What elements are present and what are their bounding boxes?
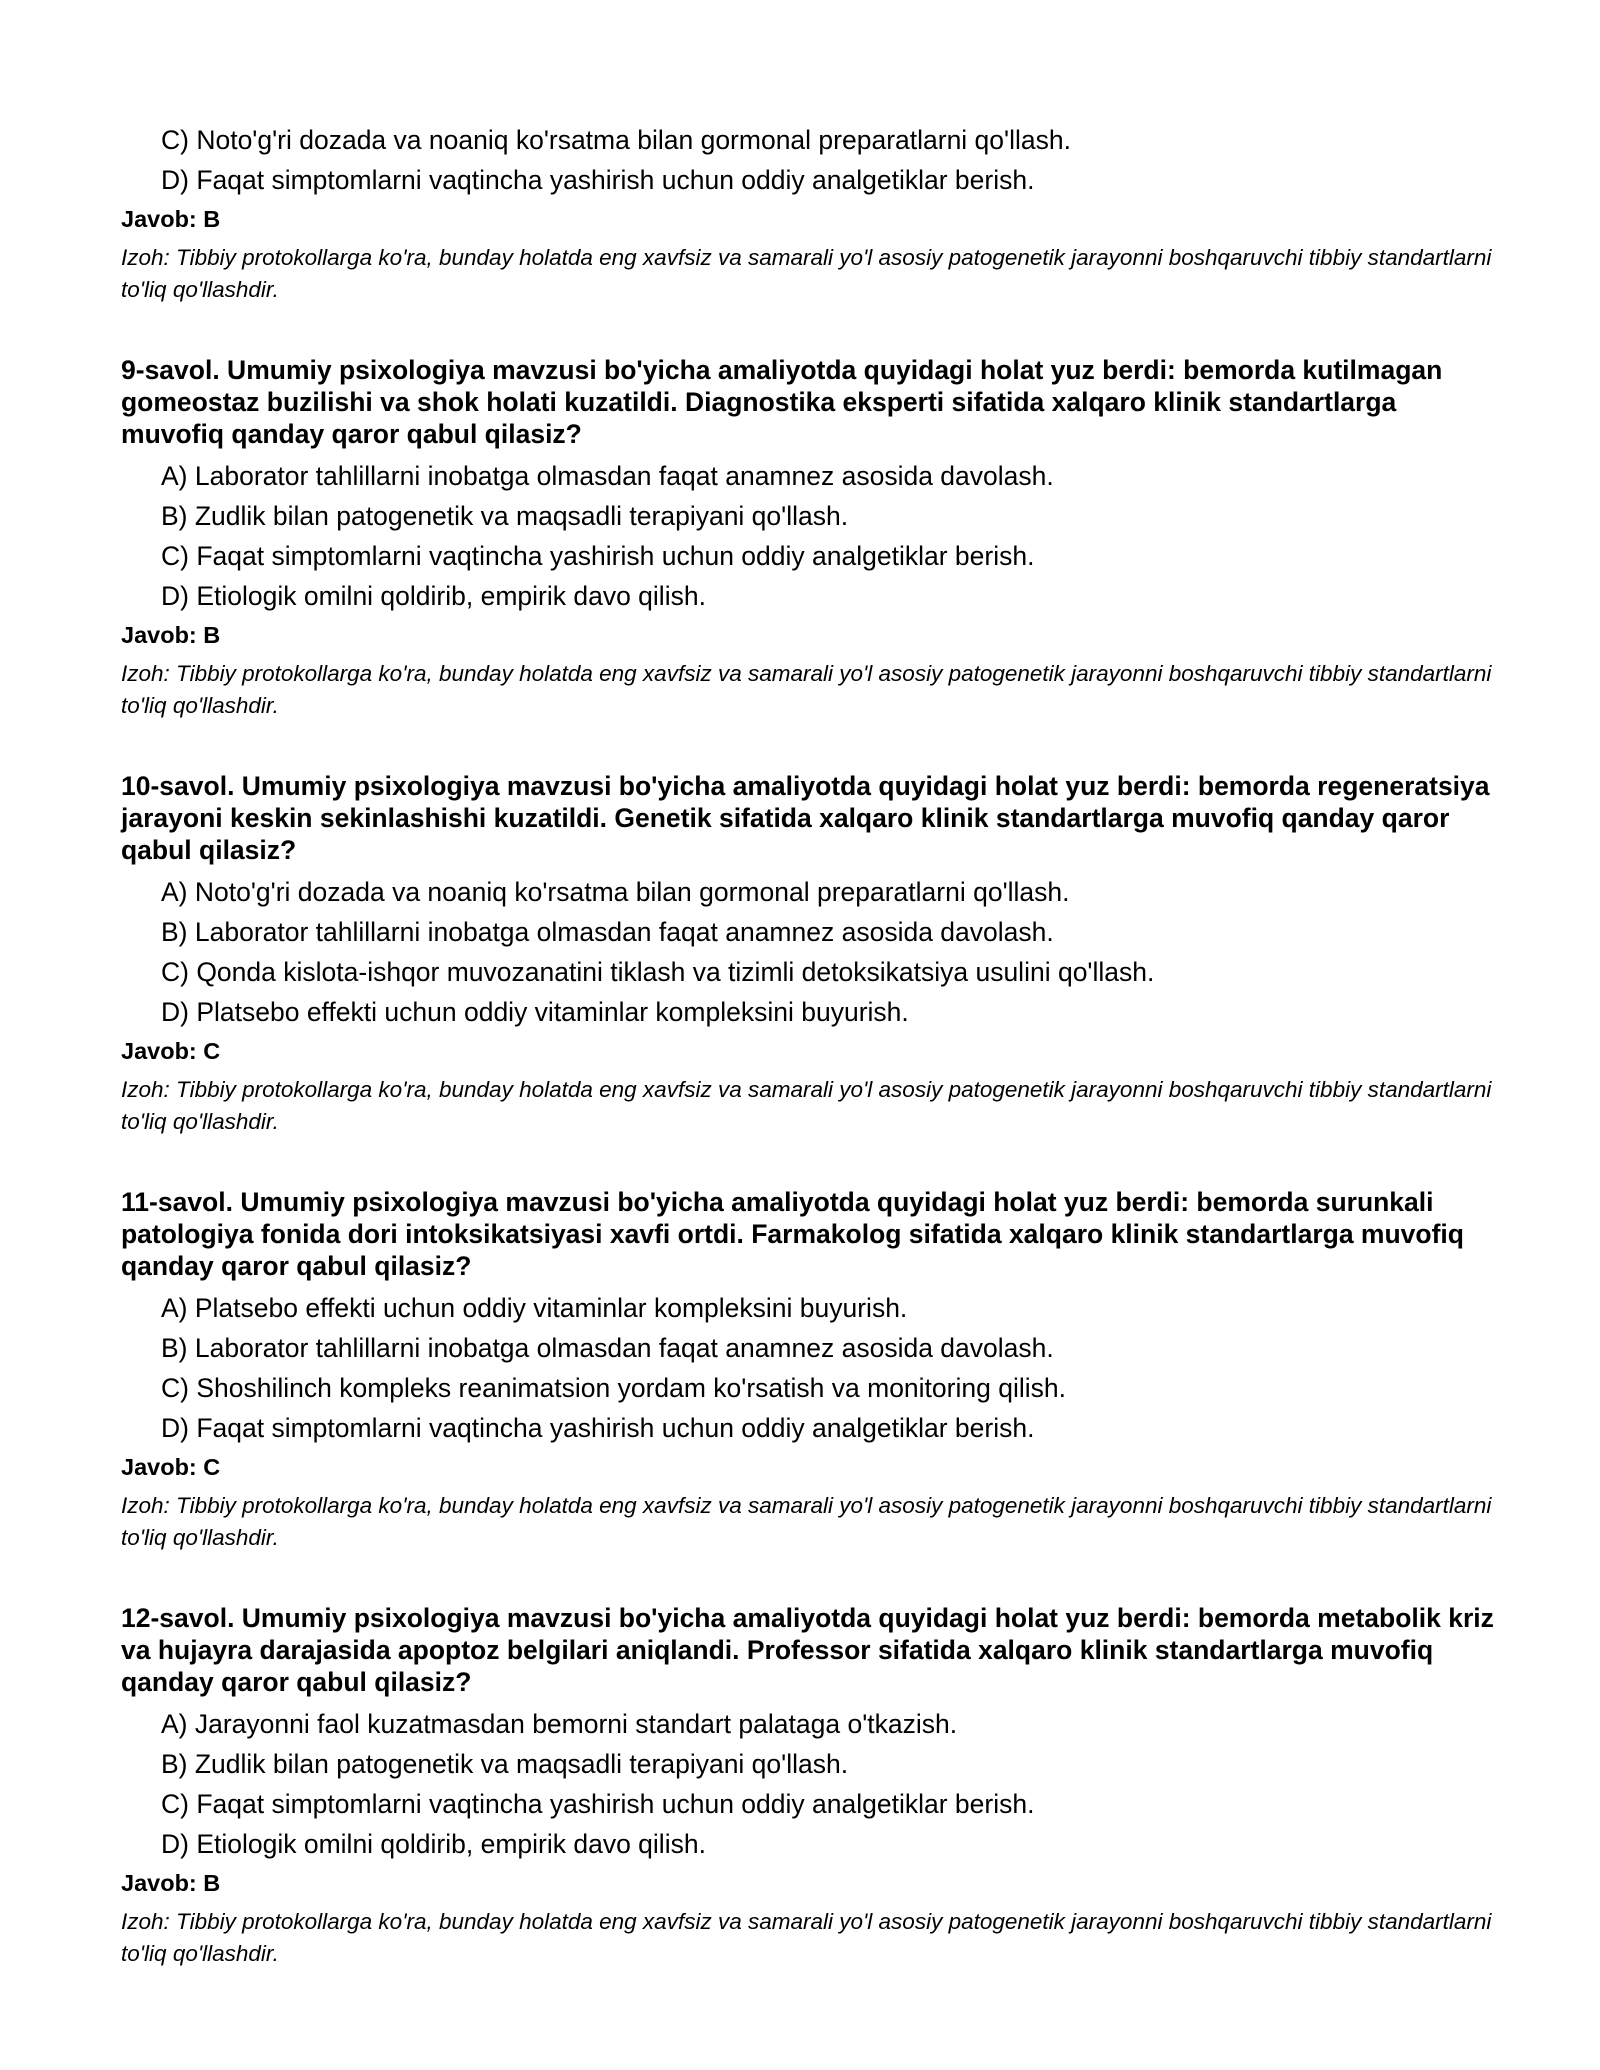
question-text: 12-savol. Umumiy psixologiya mavzusi bo'yicha amaliyotda quyidagi holat yuz berdi: bemorda metabolik kriz va hujayra darajasida apoptoz belgilari aniqlandi. Professor sifatida xalqaro klinik standartlarga muvofiq qanday qaror qabul qilasiz? [121,1603,1494,1697]
explanation-note: Izoh: Tibbiy protokollarga ko'ra, bunday holatda eng xavfsiz va samarali yo'l asosiy patogenetik jarayonni boshqaruvchi tibbiy standartlarni to'liq qo'llashdir. [121,245,1492,302]
question-text: 10-savol. Umumiy psixologiya mavzusi bo'yicha amaliyotda quyidagi holat yuz berdi: bemorda regeneratsiya jarayoni keskin sekinlashishi kuzatildi. Genetik sifatida xalqaro klinik standartlarga muvofiq qanday qaror qabul qilasiz? [121,771,1490,865]
option-c: C) Faqat simptomlarni vaqtincha yashirish uchun oddiy analgetiklar berish. [161,541,1035,571]
option-a: A) Jarayonni faol kuzatmasdan bemorni standart palataga o'tkazish. [161,1709,958,1739]
option-c: C) Faqat simptomlarni vaqtincha yashirish uchun oddiy analgetiklar berish. [161,1789,1035,1819]
option-list [161,1704,1501,1864]
question-block-11 [121,1186,1501,1554]
option-d: D) Faqat simptomlarni vaqtincha yashirish uchun oddiy analgetiklar berish. [161,1413,1035,1443]
question-text: 11-savol. Umumiy psixologiya mavzusi bo'yicha amaliyotda quyidagi holat yuz berdi: bemorda surunkali patologiya fonida dori intoksikatsiyasi xavfi ortdi. Farmakolog sifatida xalqaro klinik standartlarga muvofiq qanday qaror qabul qilasiz? [121,1187,1464,1281]
option-c: C) Qonda kislota-ishqor muvozanatini tiklash va tizimli detoksikatsiya usulini qo'llash. [161,957,1155,987]
question-block-12 [121,1602,1501,1970]
question-text: 9-savol. Umumiy psixologiya mavzusi bo'yicha amaliyotda quyidagi holat yuz berdi: bemorda kutilmagan gomeostaz buzilishi va shok holati kuzatildi. Diagnostika eksperti sifatida xalqaro klinik standartlarga muvofiq qanday qaror qabul qilasiz? [121,355,1443,449]
answer-line: Javob: C [121,1038,221,1064]
option-b: B) Zudlik bilan patogenetik va maqsadli terapiyani qo'llash. [161,501,849,531]
option-d: D) Platsebo effekti uchun oddiy vitaminlar kompleksini buyurish. [161,997,909,1027]
option-list [161,120,1501,200]
answer-line: Javob: C [121,1454,221,1480]
question-block-9 [121,354,1501,722]
question-8-continuation [121,120,1501,306]
option-list [161,456,1501,616]
option-b: B) Laborator tahlillarni inobatga olmasdan faqat anamnez asosida davolash. [161,917,1054,947]
option-c: C) Shoshilinch kompleks reanimatsion yordam ko'rsatish va monitoring qilish. [161,1373,1066,1403]
explanation-note: Izoh: Tibbiy protokollarga ko'ra, bunday holatda eng xavfsiz va samarali yo'l asosiy patogenetik jarayonni boshqaruvchi tibbiy standartlarni to'liq qo'llashdir. [121,661,1492,718]
option-d: D) Faqat simptomlarni vaqtincha yashirish uchun oddiy analgetiklar berish. [161,165,1035,195]
option-a: A) Platsebo effekti uchun oddiy vitaminlar kompleksini buyurish. [161,1293,908,1323]
option-d: D) Etiologik omilni qoldirib, empirik davo qilish. [161,581,706,611]
option-a: A) Noto'g'ri dozada va noaniq ko'rsatma bilan gormonal preparatlarni qo'llash. [161,877,1070,907]
option-d: D) Etiologik omilni qoldirib, empirik davo qilish. [161,1829,706,1859]
explanation-note: Izoh: Tibbiy protokollarga ko'ra, bunday holatda eng xavfsiz va samarali yo'l asosiy patogenetik jarayonni boshqaruvchi tibbiy standartlarni to'liq qo'llashdir. [121,1493,1492,1550]
explanation-note: Izoh: Tibbiy protokollarga ko'ra, bunday holatda eng xavfsiz va samarali yo'l asosiy patogenetik jarayonni boshqaruvchi tibbiy standartlarni to'liq qo'llashdir. [121,1909,1492,1966]
option-list [161,1288,1501,1448]
option-b: B) Zudlik bilan patogenetik va maqsadli terapiyani qo'llash. [161,1749,849,1779]
answer-line: Javob: B [121,206,221,232]
option-list [161,872,1501,1032]
answer-line: Javob: B [121,622,221,648]
question-block-10 [121,770,1501,1138]
explanation-note: Izoh: Tibbiy protokollarga ko'ra, bunday holatda eng xavfsiz va samarali yo'l asosiy patogenetik jarayonni boshqaruvchi tibbiy standartlarni to'liq qo'llashdir. [121,1077,1492,1134]
option-c: C) Noto'g'ri dozada va noaniq ko'rsatma bilan gormonal preparatlarni qo'llash. [161,125,1071,155]
option-b: B) Laborator tahlillarni inobatga olmasdan faqat anamnez asosida davolash. [161,1333,1054,1363]
document-page [121,120,1501,1970]
option-a: A) Laborator tahlillarni inobatga olmasdan faqat anamnez asosida davolash. [161,461,1054,491]
answer-line: Javob: B [121,1870,221,1896]
